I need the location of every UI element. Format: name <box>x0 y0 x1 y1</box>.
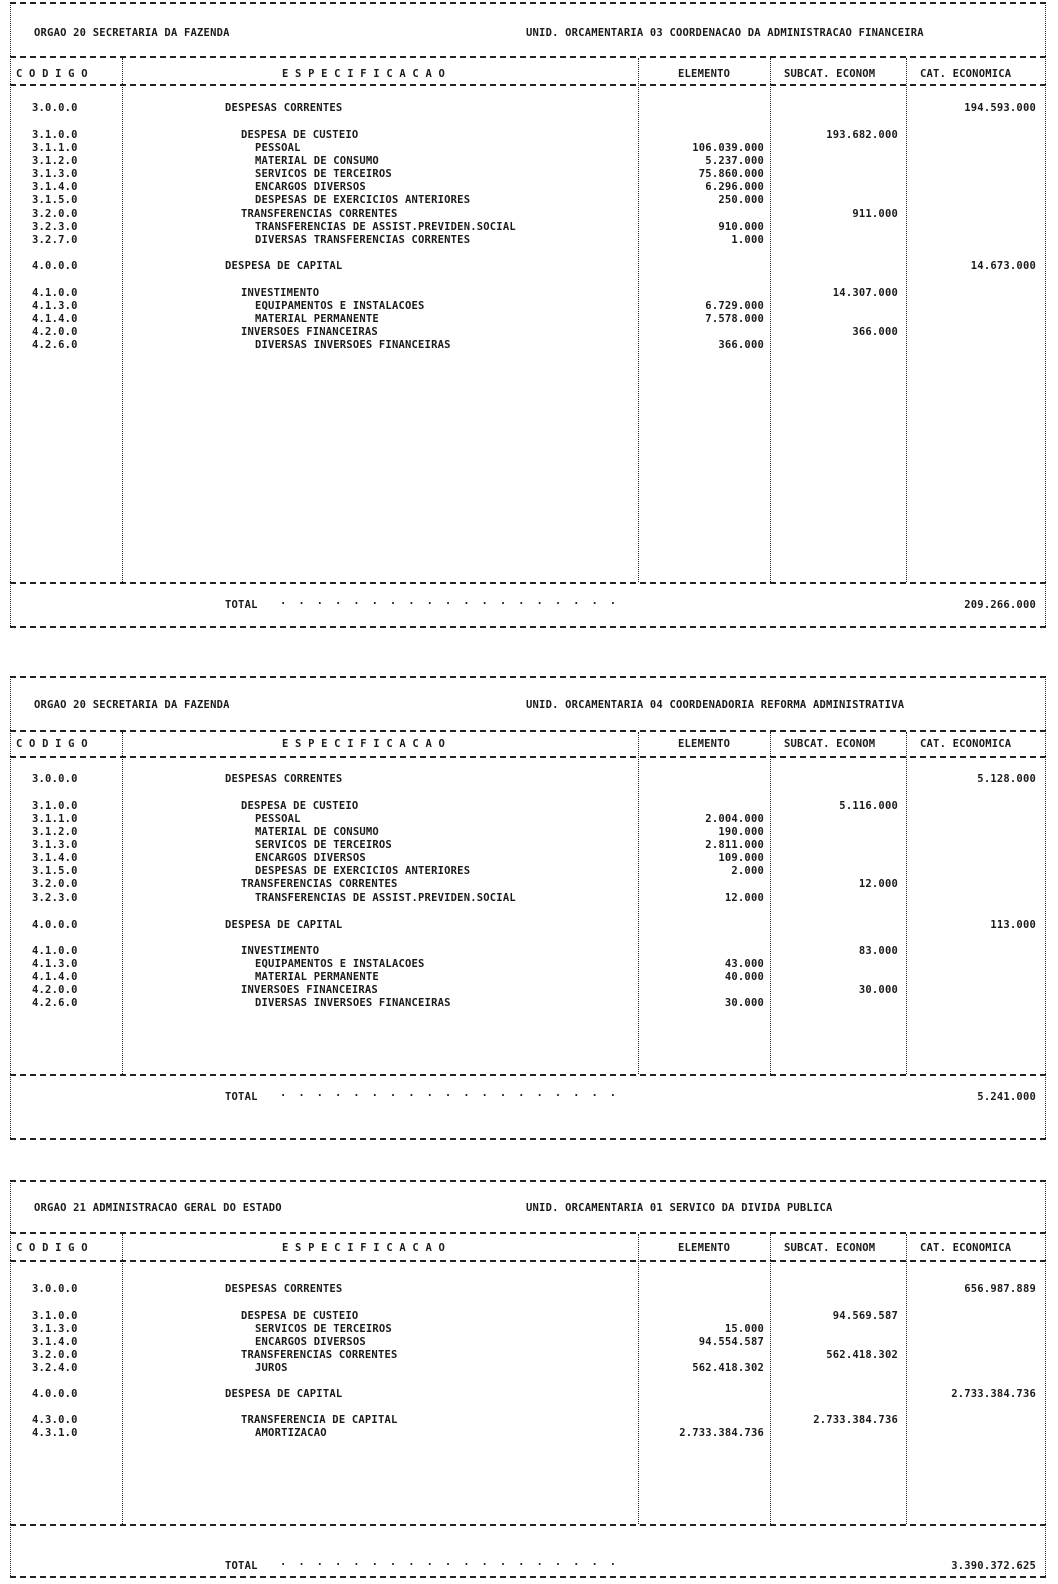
row-description: INVERSOES FINANCEIRAS <box>241 984 378 996</box>
table-row <box>10 313 1046 327</box>
row-cat: 14.673.000 <box>970 260 1036 272</box>
row-subcat: 83.000 <box>858 945 898 957</box>
row-subcat: 562.418.302 <box>826 1349 898 1361</box>
row-code: 3.2.3.0 <box>32 221 78 233</box>
table-row <box>10 826 1046 840</box>
total-label: TOTAL <box>225 599 258 611</box>
table-row <box>10 1336 1046 1350</box>
col-especificacao: E S P E C I F I C A C A O <box>282 68 446 80</box>
row-code: 3.0.0.0 <box>32 1283 78 1295</box>
row-description: INVERSOES FINANCEIRAS <box>241 326 378 338</box>
row-elemento: 1.000 <box>731 234 764 246</box>
table-row <box>10 260 1046 274</box>
row-description: DESPESA DE CUSTEIO <box>241 1310 359 1322</box>
col-subcat: SUBCAT. ECONOM <box>784 68 876 80</box>
row-description: MATERIAL PERMANENTE <box>255 971 379 983</box>
row-code: 3.2.0.0 <box>32 878 78 890</box>
row-code: 4.0.0.0 <box>32 919 78 931</box>
table-row <box>10 1310 1046 1324</box>
row-subcat: 30.000 <box>858 984 898 996</box>
total-dots: ................... <box>280 1556 629 1568</box>
row-elemento: 5.237.000 <box>705 155 764 167</box>
row-description: SERVICOS DE TERCEIROS <box>255 1323 392 1335</box>
row-cat: 656.987.889 <box>964 1283 1036 1295</box>
row-cat: 5.128.000 <box>977 773 1036 785</box>
row-description: TRANSFERENCIAS DE ASSIST.PREVIDEN.SOCIAL <box>255 221 516 233</box>
report-3 <box>10 1180 1046 1580</box>
col-subcat: SUBCAT. ECONOM <box>784 1242 876 1254</box>
row-subcat: 94.569.587 <box>832 1310 898 1322</box>
table-row <box>10 800 1046 814</box>
unidade-label: UNID. ORCAMENTARIA 04 COORDENADORIA REFORMA ADMINISTRATIVA <box>526 699 905 711</box>
row-elemento: 2.811.000 <box>705 839 764 851</box>
col-cat: CAT. ECONOMICA <box>920 68 1012 80</box>
table-row <box>10 221 1046 235</box>
row-code: 3.1.0.0 <box>32 1310 78 1322</box>
table-row <box>10 958 1046 972</box>
row-cat: 2.733.384.736 <box>951 1388 1036 1400</box>
row-code: 3.1.5.0 <box>32 865 78 877</box>
table-row <box>10 852 1046 866</box>
col-subcat: SUBCAT. ECONOM <box>784 738 876 750</box>
table-row <box>10 194 1046 208</box>
table-row <box>10 971 1046 985</box>
col-especificacao: E S P E C I F I C A C A O <box>282 1242 446 1254</box>
row-description: DESPESA DE CAPITAL <box>225 1388 343 1400</box>
row-code: 4.2.0.0 <box>32 984 78 996</box>
table-row <box>10 102 1046 116</box>
unidade-label: UNID. ORCAMENTARIA 01 SERVICO DA DIVIDA PUBLICA <box>526 1202 833 1214</box>
col-codigo: C O D I G O <box>16 1242 88 1254</box>
row-description: DESPESA DE CAPITAL <box>225 919 343 931</box>
row-elemento: 562.418.302 <box>692 1362 764 1374</box>
row-code: 3.0.0.0 <box>32 773 78 785</box>
orgao-label: ORGAO 20 SECRETARIA DA FAZENDA <box>34 27 230 39</box>
row-description: TRANSFERENCIAS DE ASSIST.PREVIDEN.SOCIAL <box>255 892 516 904</box>
total-dots: ................... <box>280 595 629 607</box>
row-code: 3.2.3.0 <box>32 892 78 904</box>
row-code: 3.1.4.0 <box>32 1336 78 1348</box>
row-elemento: 6.729.000 <box>705 300 764 312</box>
row-description: DESPESA DE CUSTEIO <box>241 129 359 141</box>
row-subcat: 366.000 <box>852 326 898 338</box>
table-row <box>10 945 1046 959</box>
row-code: 3.0.0.0 <box>32 102 78 114</box>
col-elemento: ELEMENTO <box>678 1242 731 1254</box>
row-description: SERVICOS DE TERCEIROS <box>255 168 392 180</box>
row-elemento: 6.296.000 <box>705 181 764 193</box>
row-description: DESPESAS DE EXERCICIOS ANTERIORES <box>255 194 471 206</box>
row-code: 4.1.0.0 <box>32 287 78 299</box>
table-row <box>10 1349 1046 1363</box>
row-elemento: 30.000 <box>724 997 764 1009</box>
row-description: ENCARGOS DIVERSOS <box>255 852 366 864</box>
table-row <box>10 878 1046 892</box>
table-row <box>10 300 1046 314</box>
row-description: PESSOAL <box>255 142 301 154</box>
row-description: TRANSFERENCIAS CORRENTES <box>241 208 398 220</box>
total-dots: ................... <box>280 1087 629 1099</box>
row-code: 3.1.2.0 <box>32 155 78 167</box>
row-code: 3.1.3.0 <box>32 168 78 180</box>
row-code: 4.1.4.0 <box>32 313 78 325</box>
col-especificacao: E S P E C I F I C A C A O <box>282 738 446 750</box>
table-row <box>10 1427 1046 1441</box>
row-elemento: 366.000 <box>718 339 764 351</box>
row-description: DIVERSAS INVERSOES FINANCEIRAS <box>255 339 451 351</box>
row-code: 3.1.1.0 <box>32 813 78 825</box>
row-description: DESPESAS CORRENTES <box>225 102 343 114</box>
row-description: DESPESA DE CAPITAL <box>225 260 343 272</box>
table-row <box>10 129 1046 143</box>
row-description: SERVICOS DE TERCEIROS <box>255 839 392 851</box>
col-elemento: ELEMENTO <box>678 738 731 750</box>
row-elemento: 190.000 <box>718 826 764 838</box>
row-elemento: 2.000 <box>731 865 764 877</box>
table-row <box>10 1414 1046 1428</box>
row-subcat: 911.000 <box>852 208 898 220</box>
orgao-label: ORGAO 20 SECRETARIA DA FAZENDA <box>34 699 230 711</box>
row-elemento: 106.039.000 <box>692 142 764 154</box>
row-description: ENCARGOS DIVERSOS <box>255 1336 366 1348</box>
row-description: DIVERSAS INVERSOES FINANCEIRAS <box>255 997 451 1009</box>
table-row <box>10 208 1046 222</box>
row-description: EQUIPAMENTOS E INSTALACOES <box>255 300 425 312</box>
row-description: INVESTIMENTO <box>241 945 320 957</box>
unidade-label: UNID. ORCAMENTARIA 03 COORDENACAO DA ADMINISTRACAO FINANCEIRA <box>526 27 924 39</box>
row-subcat: 14.307.000 <box>832 287 898 299</box>
table-row <box>10 892 1046 906</box>
row-code: 3.1.4.0 <box>32 852 78 864</box>
row-elemento: 910.000 <box>718 221 764 233</box>
row-code: 4.0.0.0 <box>32 260 78 272</box>
row-description: TRANSFERENCIA DE CAPITAL <box>241 1414 398 1426</box>
row-description: MATERIAL DE CONSUMO <box>255 155 379 167</box>
row-code: 4.0.0.0 <box>32 1388 78 1400</box>
table-row <box>10 234 1046 248</box>
row-elemento: 7.578.000 <box>705 313 764 325</box>
row-description: DIVERSAS TRANSFERENCIAS CORRENTES <box>255 234 471 246</box>
row-elemento: 15.000 <box>724 1323 764 1335</box>
row-elemento: 40.000 <box>724 971 764 983</box>
row-description: DESPESAS DE EXERCICIOS ANTERIORES <box>255 865 471 877</box>
row-description: PESSOAL <box>255 813 301 825</box>
col-codigo: C O D I G O <box>16 68 88 80</box>
row-description: ENCARGOS DIVERSOS <box>255 181 366 193</box>
row-code: 3.1.2.0 <box>32 826 78 838</box>
row-cat: 194.593.000 <box>964 102 1036 114</box>
row-subcat: 5.116.000 <box>839 800 898 812</box>
row-subcat: 2.733.384.736 <box>813 1414 898 1426</box>
row-description: DESPESAS CORRENTES <box>225 773 343 785</box>
row-elemento: 109.000 <box>718 852 764 864</box>
row-description: INVESTIMENTO <box>241 287 320 299</box>
row-elemento: 94.554.587 <box>698 1336 764 1348</box>
row-description: MATERIAL PERMANENTE <box>255 313 379 325</box>
table-row <box>10 773 1046 787</box>
row-description: MATERIAL DE CONSUMO <box>255 826 379 838</box>
row-subcat: 193.682.000 <box>826 129 898 141</box>
row-code: 4.1.4.0 <box>32 971 78 983</box>
table-row <box>10 919 1046 933</box>
table-row <box>10 168 1046 182</box>
table-row <box>10 813 1046 827</box>
row-description: AMORTIZACAO <box>255 1427 327 1439</box>
total-label: TOTAL <box>225 1091 258 1103</box>
row-description: EQUIPAMENTOS E INSTALACOES <box>255 958 425 970</box>
row-code: 3.1.0.0 <box>32 129 78 141</box>
row-description: JUROS <box>255 1362 288 1374</box>
row-code: 3.2.4.0 <box>32 1362 78 1374</box>
row-code: 4.2.6.0 <box>32 339 78 351</box>
row-code: 3.1.0.0 <box>32 800 78 812</box>
row-code: 4.2.6.0 <box>32 997 78 1009</box>
row-code: 4.1.3.0 <box>32 300 78 312</box>
report-1 <box>10 2 1046 630</box>
row-code: 3.2.7.0 <box>32 234 78 246</box>
table-row <box>10 287 1046 301</box>
total-value: 5.241.000 <box>977 1091 1036 1103</box>
col-cat: CAT. ECONOMICA <box>920 1242 1012 1254</box>
row-code: 3.1.4.0 <box>32 181 78 193</box>
col-elemento: ELEMENTO <box>678 68 731 80</box>
table-row <box>10 1323 1046 1337</box>
orgao-label: ORGAO 21 ADMINISTRACAO GERAL DO ESTADO <box>34 1202 282 1214</box>
table-row <box>10 1283 1046 1297</box>
row-code: 3.1.3.0 <box>32 1323 78 1335</box>
row-code: 3.2.0.0 <box>32 1349 78 1361</box>
table-row <box>10 1362 1046 1376</box>
col-codigo: C O D I G O <box>16 738 88 750</box>
row-elemento: 12.000 <box>724 892 764 904</box>
row-subcat: 12.000 <box>858 878 898 890</box>
table-row <box>10 997 1046 1011</box>
row-cat: 113.000 <box>990 919 1036 931</box>
table-row <box>10 155 1046 169</box>
table-row <box>10 839 1046 853</box>
row-code: 3.1.5.0 <box>32 194 78 206</box>
total-value: 209.266.000 <box>964 599 1036 611</box>
table-row <box>10 865 1046 879</box>
row-code: 3.1.3.0 <box>32 839 78 851</box>
report-2 <box>10 676 1046 1142</box>
total-value: 3.390.372.625 <box>951 1560 1036 1572</box>
row-code: 4.1.0.0 <box>32 945 78 957</box>
row-description: TRANSFERENCIAS CORRENTES <box>241 1349 398 1361</box>
row-code: 3.2.0.0 <box>32 208 78 220</box>
row-code: 4.3.0.0 <box>32 1414 78 1426</box>
row-elemento: 2.004.000 <box>705 813 764 825</box>
table-row <box>10 142 1046 156</box>
row-elemento: 75.860.000 <box>698 168 764 180</box>
row-elemento: 2.733.384.736 <box>679 1427 764 1439</box>
table-row <box>10 326 1046 340</box>
row-code: 4.3.1.0 <box>32 1427 78 1439</box>
row-elemento: 43.000 <box>724 958 764 970</box>
row-description: TRANSFERENCIAS CORRENTES <box>241 878 398 890</box>
table-row <box>10 1388 1046 1402</box>
row-code: 4.1.3.0 <box>32 958 78 970</box>
table-row <box>10 181 1046 195</box>
row-description: DESPESA DE CUSTEIO <box>241 800 359 812</box>
row-description: DESPESAS CORRENTES <box>225 1283 343 1295</box>
table-row <box>10 339 1046 353</box>
row-code: 4.2.0.0 <box>32 326 78 338</box>
col-cat: CAT. ECONOMICA <box>920 738 1012 750</box>
row-code: 3.1.1.0 <box>32 142 78 154</box>
row-elemento: 250.000 <box>718 194 764 206</box>
table-row <box>10 984 1046 998</box>
total-label: TOTAL <box>225 1560 258 1572</box>
